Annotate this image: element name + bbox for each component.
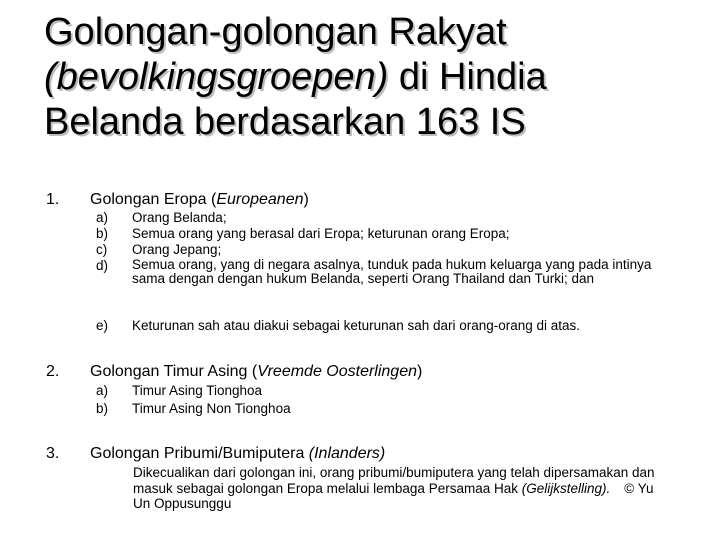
title-italic-term: (bevolkingsgroepen) (44, 56, 389, 98)
section-2-heading-text: Golongan Timur Asing ( (90, 363, 258, 380)
section-2-item-b (96, 401, 676, 417)
section-3-note (133, 465, 673, 512)
item-text: Timur Asing Tionghoa (132, 383, 263, 398)
title-line-1: Golongan-golongan Rakyat (44, 11, 507, 53)
item-label: a) (96, 210, 109, 225)
item-text: Keturunan sah atau diakui sebagai keturunan sah dari orang-orang di atas. (132, 318, 581, 333)
section-1-heading-close: ) (303, 191, 309, 208)
section-1-item-a (96, 210, 676, 226)
section-2-heading-italic: Vreemde Oosterlingen (257, 363, 417, 380)
item-label: d) (96, 258, 109, 273)
section-1-item-e (96, 318, 676, 334)
section-2-heading (90, 362, 422, 382)
section-3-heading-italic: (Inlanders) (308, 445, 386, 462)
title-line-3: Belanda berdasarkan 163 IS (44, 101, 526, 143)
item-text: Semua orang, yang di negara asalnya, tunduk pada hukum keluarga yang pada intinya sama dengan dengan hukum Belanda, seperti Orang Thailand dan Turki; dan (132, 257, 652, 286)
item-label: b) (96, 226, 109, 241)
item-label: e) (96, 318, 109, 333)
section-3-note-text: Dikecualikan dari golongan ini, orang pribumi/bumiputera yang telah dipersamakan dan masuk sebagai golongan Eropa melalui lembaga Persamaa Hak (133, 465, 655, 496)
section-1-heading (90, 190, 309, 210)
section-3-note-italic: (Gelijkstelling). (521, 480, 611, 496)
section-3-heading-text: Golongan Pribumi/Bumiputera (90, 445, 309, 462)
item-text: Timur Asing Non Tionghoa (132, 401, 291, 416)
section-1-item-b (96, 226, 676, 242)
section-1-heading-text: Golongan Eropa ( (90, 191, 217, 208)
slide-title (44, 10, 714, 145)
section-2-heading-close: ) (417, 363, 423, 380)
section-1-item-d (96, 258, 676, 286)
section-1-number: 1. (46, 191, 60, 208)
section-1-item-c (96, 242, 676, 258)
copyright-credit: © Yu Un Oppusunggu (133, 480, 654, 511)
section-3-number: 3. (46, 445, 60, 462)
item-label: b) (96, 401, 109, 416)
section-2-number: 2. (46, 363, 60, 380)
item-text: Semua orang yang berasal dari Eropa; keturunan orang Eropa; (132, 226, 510, 241)
item-text: Orang Belanda; (132, 210, 227, 225)
section-3-heading (90, 444, 385, 464)
item-label: a) (96, 383, 109, 398)
item-label: c) (96, 242, 108, 257)
section-2-item-a (96, 383, 676, 399)
item-text: Orang Jepang; (132, 242, 222, 257)
section-1-heading-italic: Europeanen (216, 191, 304, 208)
title-line-2: di Hindia (388, 56, 547, 98)
